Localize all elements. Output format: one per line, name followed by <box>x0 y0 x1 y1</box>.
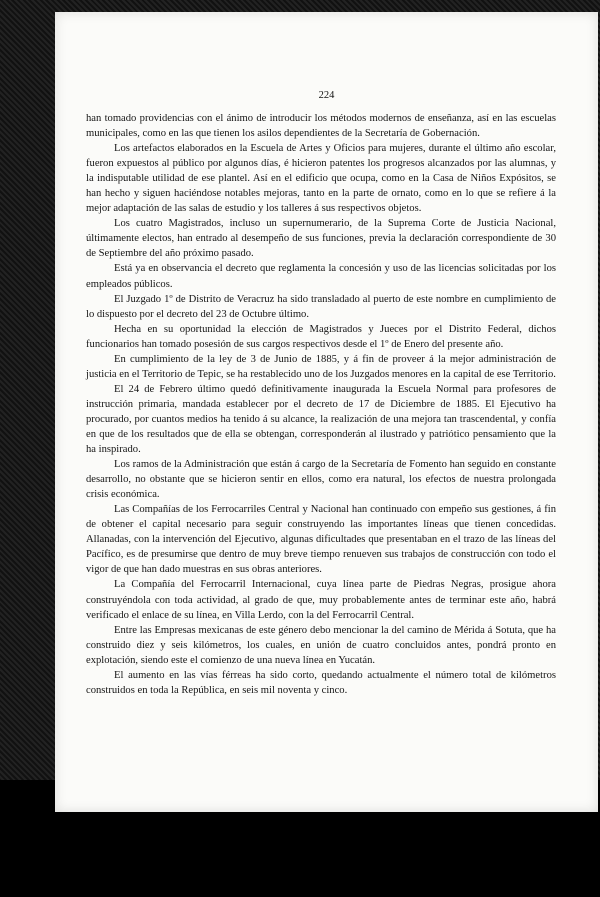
page-number: 224 <box>318 90 335 101</box>
paragraph: El 24 de Febrero último quedó definitivamente inaugurada la Escuela Normal para profesores de instrucción primaria, mandada establecer por el decreto de 17 de Diciembre de 1885. El Ejecutivo ha procurado, por cuantos medios ha tenido á su alcance, la realización de una mejora tan trascendental, y confía en que de los resultados que de ella se obtengan, corresponderán al ilustrado y patriótico pensamiento que la ha inspirado. <box>86 383 556 456</box>
paragraph: Las Compañías de los Ferrocarriles Central y Nacional han continuado con empeño sus gestiones, á fin de obtener el capital necesario para seguir construyendo las importantes líneas que tienen concedidas. Allanadas, con la intervención del Ejecutivo, algunas dificultades que presentaban en el trazo de las líneas del Pacífico, es de presumirse que dentro de muy breve tiempo renueven sus trabajos de construcción con todo el vigor de que han dado muestras en sus obras anteriores. <box>86 504 556 576</box>
paragraph: Hecha en su oportunidad la elección de Magistrados y Jueces por el Distrito Federal, dichos funcionarios han tomado posesión de sus cargos respectivos desde el 1º de Enero del presente año. <box>86 323 556 350</box>
paragraph: El aumento en las vías férreas ha sido corto, quedando actualmente el número total de kilómetros construidos en toda la República, en seis mil noventa y cinco. <box>86 669 556 696</box>
paragraph: En cumplimiento de la ley de 3 de Junio de 1885, y á fin de proveer á la mejor administración de justicia en el Territorio de Tepic, se ha restablecido uno de los Juzgados menores en la capital de ese Territorio. <box>86 353 556 380</box>
document-page <box>55 12 598 812</box>
paragraph: Los ramos de la Administración que están á cargo de la Secretaría de Fomento han seguido en constante desarrollo, no obstante que se hicieron sentir en ellos, como era natural, los efectos de nuestra prolongada crisis económica. <box>86 459 556 501</box>
paragraph: Los artefactos elaborados en la Escuela de Artes y Oficios para mujeres, durante el último año escolar, fueron expuestos al público por algunos días, é hicieron patentes los progresos alcanzados por las alumnas, y la indisputable utilidad de ese plantel. Así en el edificio que ocupa, como en la Casa de Niños Expósitos, se han hecho y siguen haciéndose notables mejoras, tanto en la parte de ornato, como en lo que se refiere á la mejor adaptación de las salas de estudio y los talleres á sus respectivos objetos. <box>86 143 556 215</box>
body-text <box>86 111 556 698</box>
paragraph: Entre las Empresas mexicanas de este género debo mencionar la del camino de Mérida á Sotuta, que ha construido diez y seis kilómetros, los cuales, en unión de cuatro concluidos antes, pondrá pronto en explotación, siendo este el comienzo de una nueva línea en Yucatán. <box>86 624 556 666</box>
paragraph: han tomado providencias con el ánimo de introducir los métodos modernos de enseñanza, así en las escuelas municipales, como en las que tienen los asilos dependientes de la Secretaría de Gobernación. <box>86 113 556 140</box>
paragraph: La Compañía del Ferrocarril Internacional, cuya línea parte de Piedras Negras, prosigue ahora construyéndola con toda actividad, al grado de que, muy probablemente antes de terminar este año, habrá verificado el enlace de su línea, en Villa Lerdo, con la del Ferrocarril Central. <box>86 579 556 621</box>
paragraph: El Juzgado 1º de Distrito de Veracruz ha sido transladado al puerto de este nombre en cumplimiento de lo dispuesto por el decreto del 23 de Octubre último. <box>86 293 556 320</box>
paragraph: Los cuatro Magistrados, incluso un supernumerario, de la Suprema Corte de Justicia Nacional, últimamente electos, han entrado al desempeño de sus funciones, previa la declaración correspondiente de 30 de Septiembre del año próximo pasado. <box>86 218 556 260</box>
paragraph: Está ya en observancia el decreto que reglamenta la concesión y uso de las licencias solicitadas por los empleados públicos. <box>86 263 556 290</box>
